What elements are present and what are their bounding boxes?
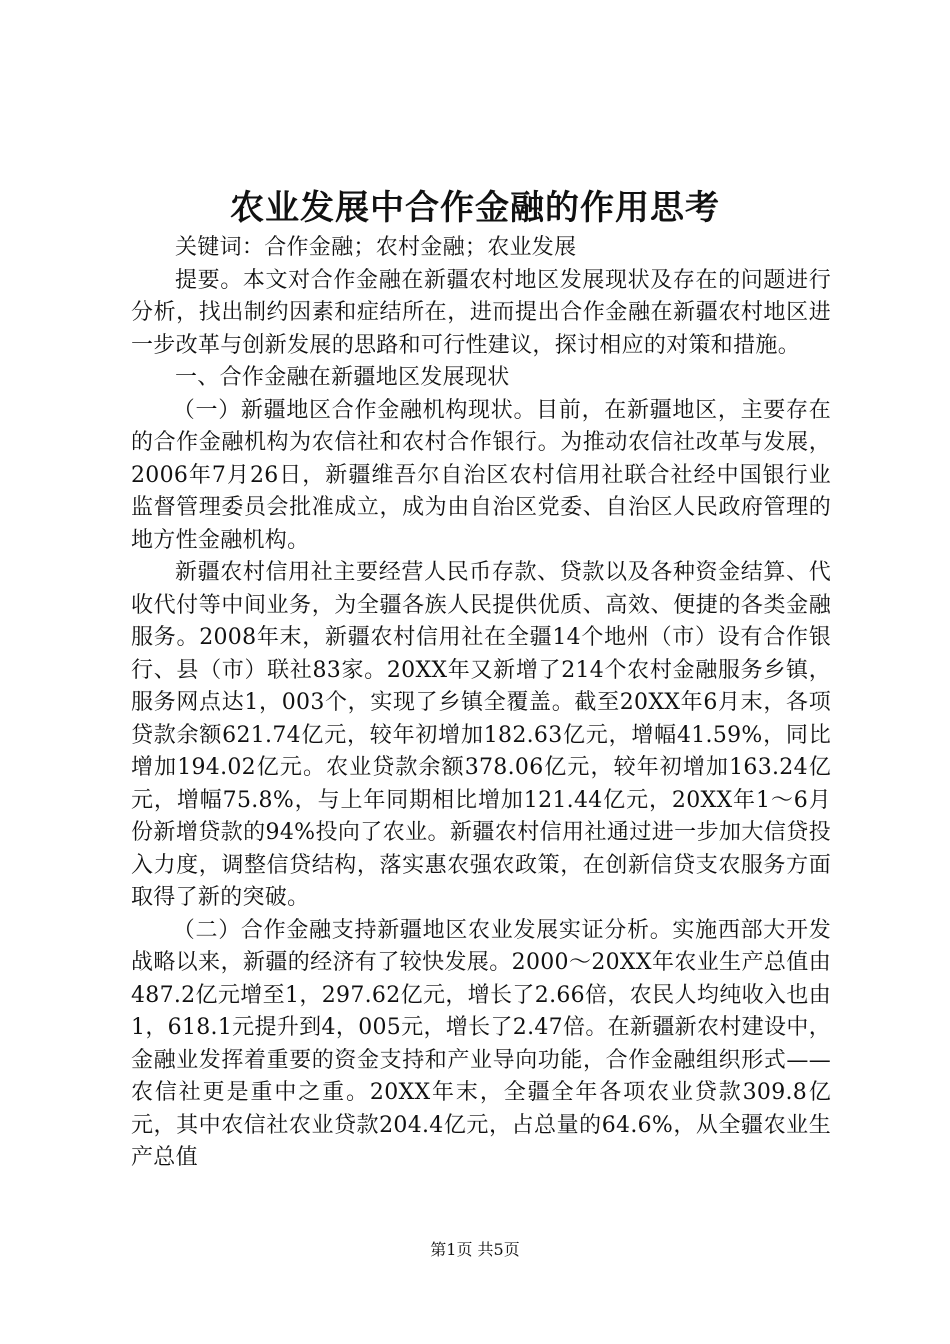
document-body [131, 232, 831, 1175]
document-title: 农业发展中合作金融的作用思考 [230, 188, 720, 228]
keywords-paragraph: 关键词：合作金融；农村金融；农业发展 [175, 235, 577, 260]
abstract-paragraph: 提要。本文对合作金融在新疆农村地区发展现状及存在的问题进行分析，找出制约因素和症结所在，进而提出合作金融在新疆农村地区进一步改革与创新发展的思路和可行性建议，探讨相应的对策和措施。 [131, 267, 831, 358]
page-footer: 第1页 共5页 [430, 1240, 520, 1259]
body-paragraph: （一）新疆地区合作金融机构现状。目前，在新疆地区，主要存在的合作金融机构为农信社和农村合作银行。为推动农信社改革与发展，2006年7月26日，新疆维吾尔自治区农村信用社联合社经中国银行业监督管理委员会批准成立，成为由自治区党委、自治区人民政府管理的地方性金融机构。 [131, 397, 831, 553]
section-heading: 一、合作金融在新疆地区发展现状 [175, 365, 510, 390]
body-paragraph: （二）合作金融支持新疆地区农业发展实证分析。实施西部大开发战略以来，新疆的经济有了较快发展。2000～20XX年农业生产总值由487.2亿元增至1，297.62亿元，增长了2.66倍，农民人均纯收入也由1，618.1元提升到4，005元，增长了2.47倍。在新疆新农村建设中，金融业发挥着重要的资金支持和产业导向功能，合作金融组织形式——农信社更是重中之重。20XX年末，全疆全年各项农业贷款309.8亿元，其中农信社农业贷款204.4亿元，占总量的64.6%，从全疆农业生产总值 [131, 917, 831, 1170]
body-paragraph: 新疆农村信用社主要经营人民币存款、贷款以及各种资金结算、代收代付等中间业务，为全疆各族人民提供优质、高效、便捷的各类金融服务。2008年末，新疆农村信用社在全疆14个地州（市）设有合作银行、县（市）联社83家。20XX年又新增了214个农村金融服务乡镇，服务网点达1，003个，实现了乡镇全覆盖。截至20XX年6月末，各项贷款余额621.74亿元，较年初增加182.63亿元，增幅41.59%，同比增加194.02亿元。农业贷款余额378.06亿元，较年初增加163.24亿元，增幅75.8%，与上年同期相比增加121.44亿元，20XX年1～6月份新增贷款的94%投向了农业。新疆农村信用社通过进一步加大信贷投入力度，调整信贷结构，落实惠农强农政策，在创新信贷支农服务方面取得了新的突破。 [131, 560, 831, 910]
